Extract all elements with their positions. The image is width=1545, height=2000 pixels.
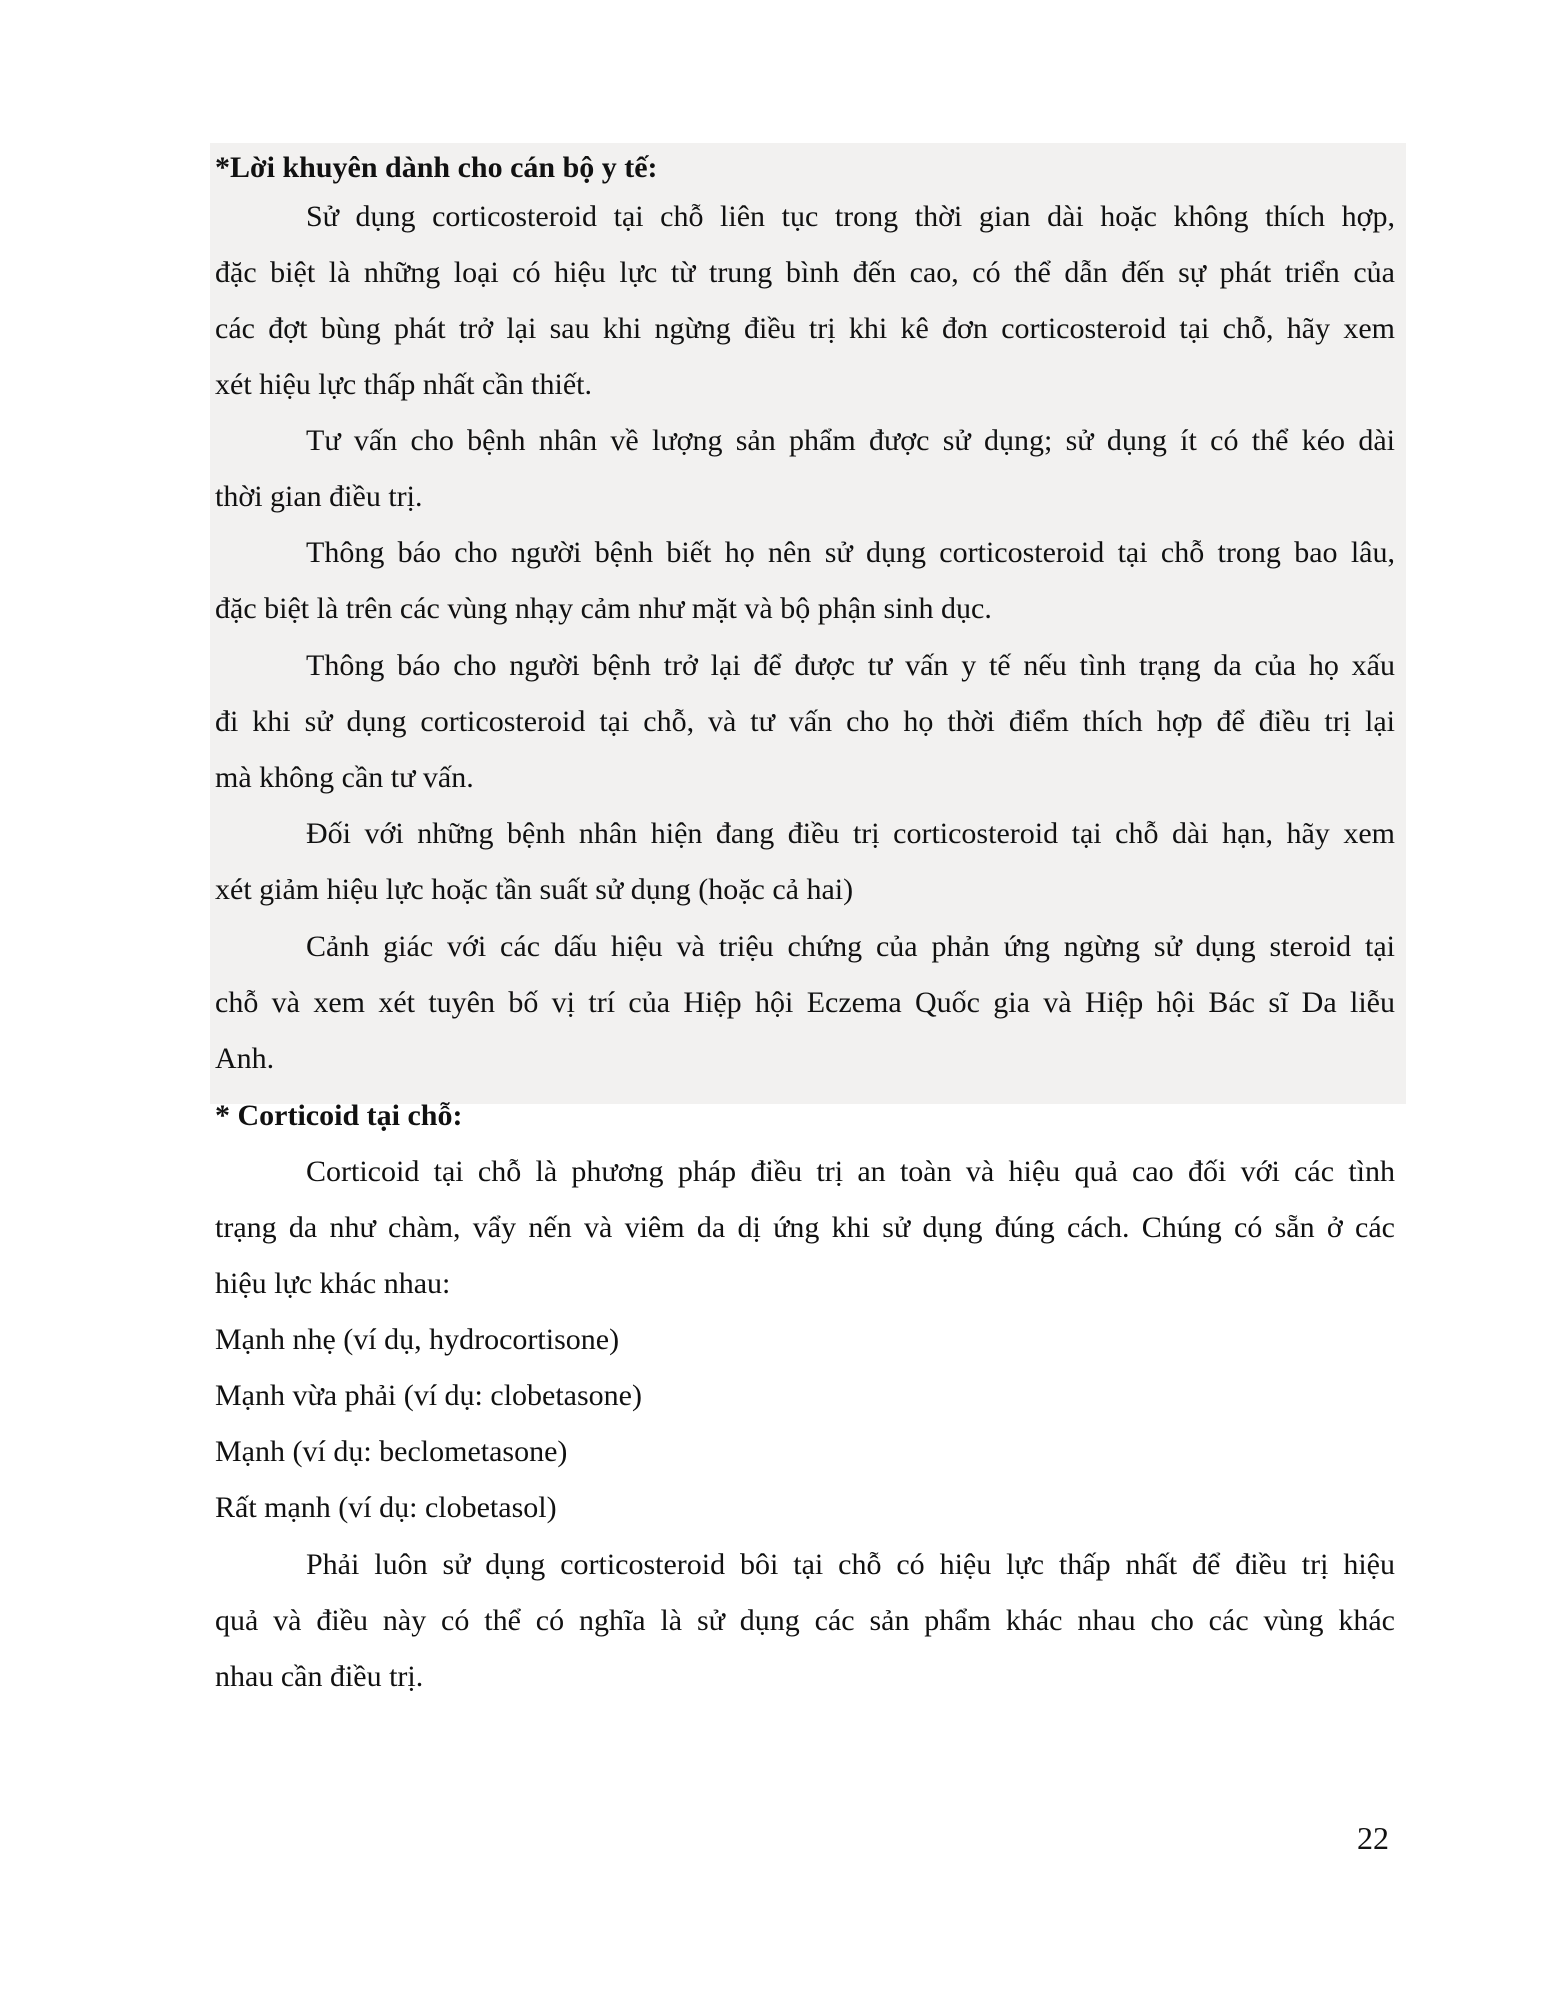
potency-list-item: Mạnh nhẹ (ví dụ, hydrocortisone)	[215, 1323, 620, 1356]
paragraph-line: đặc biệt là những loại có hiệu lực từ trung bình đến cao, có thể dẫn đến sự phát triển của	[215, 256, 1395, 289]
paragraph-line: Tư vấn cho bệnh nhân về lượng sản phẩm được sử dụng; sử dụng ít có thể kéo dài	[306, 424, 1395, 457]
potency-list-item: Rất mạnh (ví dụ: clobetasol)	[215, 1491, 557, 1524]
paragraph-line: Sử dụng corticosteroid tại chỗ liên tục trong thời gian dài hoặc không thích hợp,	[306, 200, 1395, 233]
paragraph-line: quả và điều này có thể có nghĩa là sử dụng các sản phẩm khác nhau cho các vùng khác	[215, 1604, 1395, 1637]
paragraph-line: hiệu lực khác nhau:	[215, 1267, 451, 1300]
potency-list-item: Mạnh vừa phải (ví dụ: clobetasone)	[215, 1379, 642, 1412]
paragraph-line: đi khi sử dụng corticosteroid tại chỗ, và tư vấn cho họ thời điểm thích hợp để điều trị lại	[215, 705, 1395, 738]
paragraph-line: đặc biệt là trên các vùng nhạy cảm như mặt và bộ phận sinh dục.	[215, 592, 992, 625]
paragraph-line: Anh.	[215, 1042, 275, 1075]
paragraph-line: các đợt bùng phát trở lại sau khi ngừng điều trị khi kê đơn corticosteroid tại chỗ, hãy xem	[215, 312, 1395, 345]
paragraph-line: Thông báo cho người bệnh trở lại để được tư vấn y tế nếu tình trạng da của họ xấu	[306, 649, 1395, 682]
paragraph-line: Đối với những bệnh nhân hiện đang điều trị corticosteroid tại chỗ dài hạn, hãy xem	[306, 817, 1395, 850]
potency-list-item: Mạnh (ví dụ: beclometasone)	[215, 1435, 568, 1468]
corticoid-heading: * Corticoid tại chỗ:	[215, 1099, 463, 1132]
paragraph-line: chỗ và xem xét tuyên bố vị trí của Hiệp hội Eczema Quốc gia và Hiệp hội Bác sĩ Da liễu	[215, 986, 1395, 1019]
advice-heading: *Lời khuyên dành cho cán bộ y tế:	[215, 151, 658, 184]
paragraph-line: Thông báo cho người bệnh biết họ nên sử dụng corticosteroid tại chỗ trong bao lâu,	[306, 536, 1395, 569]
paragraph-line: Corticoid tại chỗ là phương pháp điều trị an toàn và hiệu quả cao đối với các tình	[306, 1155, 1395, 1188]
paragraph-line: nhau cần điều trị.	[215, 1660, 424, 1693]
paragraph-line: xét giảm hiệu lực hoặc tần suất sử dụng (hoặc cả hai)	[215, 873, 854, 906]
paragraph-line: trạng da như chàm, vẩy nến và viêm da dị ứng khi sử dụng đúng cách. Chúng có sẵn ở các	[215, 1211, 1395, 1244]
page-number: 22	[1357, 1820, 1389, 1856]
paragraph-line: xét hiệu lực thấp nhất cần thiết.	[215, 368, 592, 401]
paragraph-line: thời gian điều trị.	[215, 480, 423, 513]
paragraph-line: Phải luôn sử dụng corticosteroid bôi tại chỗ có hiệu lực thấp nhất để điều trị hiệu	[306, 1548, 1395, 1581]
paragraph-line: Cảnh giác với các dấu hiệu và triệu chứng của phản ứng ngừng sử dụng steroid tại	[306, 930, 1395, 963]
paragraph-line: mà không cần tư vấn.	[215, 761, 474, 794]
